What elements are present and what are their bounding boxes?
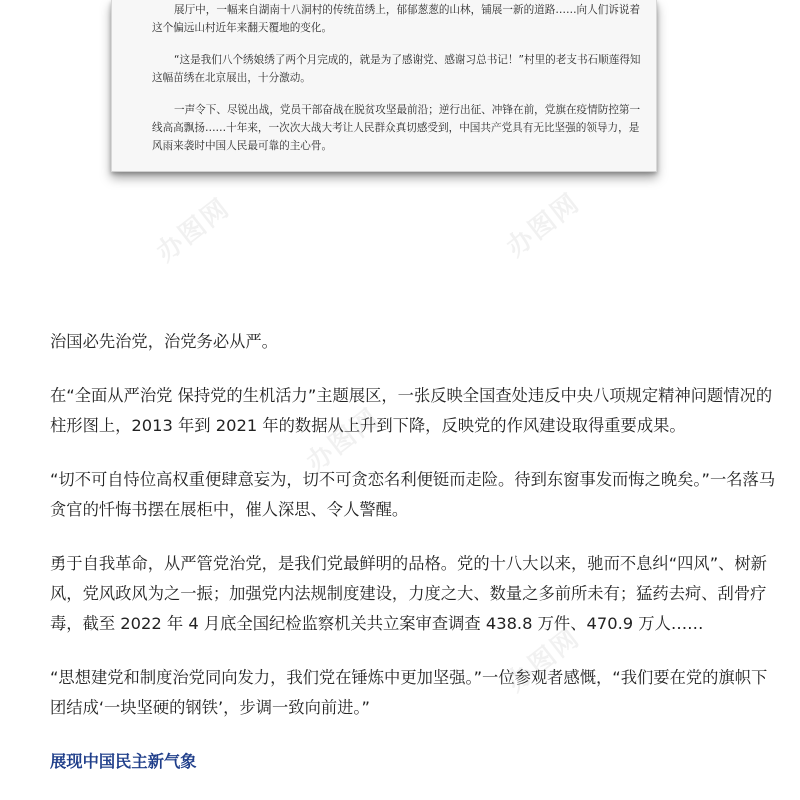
article-paragraph-3: “切不可自恃位高权重便肆意妄为，切不可贪恋名利便铤而走险。待到东窗事发而悔之晚矣。”一名落马贪官的忏悔书摆在展柜中，催人深思、令人警醒。 [50, 470, 776, 519]
section-heading: 展现中国民主新气象 [50, 752, 197, 771]
article-paragraph-1: 治国必先治党，治党务必从严。 [50, 332, 278, 351]
article-paragraph-5: “思想建党和制度治党同向发力，我们党在锤炼中更加坚强。”一位参观者感慨，“我们要在党的旗帜下团结成‘一块坚硬的钢铁’，步调一致向前进。” [50, 668, 768, 717]
article-body [50, 327, 777, 777]
watermark: 办图网 [151, 192, 236, 269]
watermark: 办图网 [501, 622, 586, 699]
exhibit-caption-card [111, 0, 657, 172]
article-paragraph-4: 勇于自我革命，从严管党治党，是我们党最鲜明的品格。党的十八大以来，驰而不息纠“四风”、树新风，党风政风为之一振；加强党内法规制度建设，力度之大、数量之多前所未有；猛药去疴、刮骨疗毒，截至 2022 年 4 月底全国纪检监察机关共立案审查调查 438.8 万件、470.9 万人…… [50, 554, 767, 633]
card-paragraph-3: 一声令下、尽锐出战，党员干部奋战在脱贫攻坚最前沿；逆行出征、冲锋在前，党旗在疫情防控第一线高高飘扬……十年来，一次次大战大考让人民群众真切感受到，中国共产党具有无比坚强的领导力，是风雨来袭时中国人民最可靠的主心骨。 [152, 104, 641, 152]
watermark: 办图网 [501, 187, 586, 264]
card-paragraph-1: 展厅中，一幅来自湖南十八洞村的传统苗绣上，郁郁葱葱的山林，铺展一新的道路……向人们诉说着这个偏远山村近年来翻天覆地的变化。 [152, 4, 641, 34]
card-paragraph-2: “这是我们八个绣娘绣了两个月完成的，就是为了感谢党、感谢习总书记！”村里的老支书石顺莲得知这幅苗绣在北京展出，十分激动。 [152, 54, 641, 84]
article-paragraph-2: 在“全面从严治党 保持党的生机活力”主题展区，一张反映全国查处违反中央八项规定精神问题情况的柱形图上，2013 年到 2021 年的数据从上升到下降，反映党的作风建设取得重要成果。 [50, 386, 773, 435]
watermark: 办图网 [301, 402, 386, 479]
